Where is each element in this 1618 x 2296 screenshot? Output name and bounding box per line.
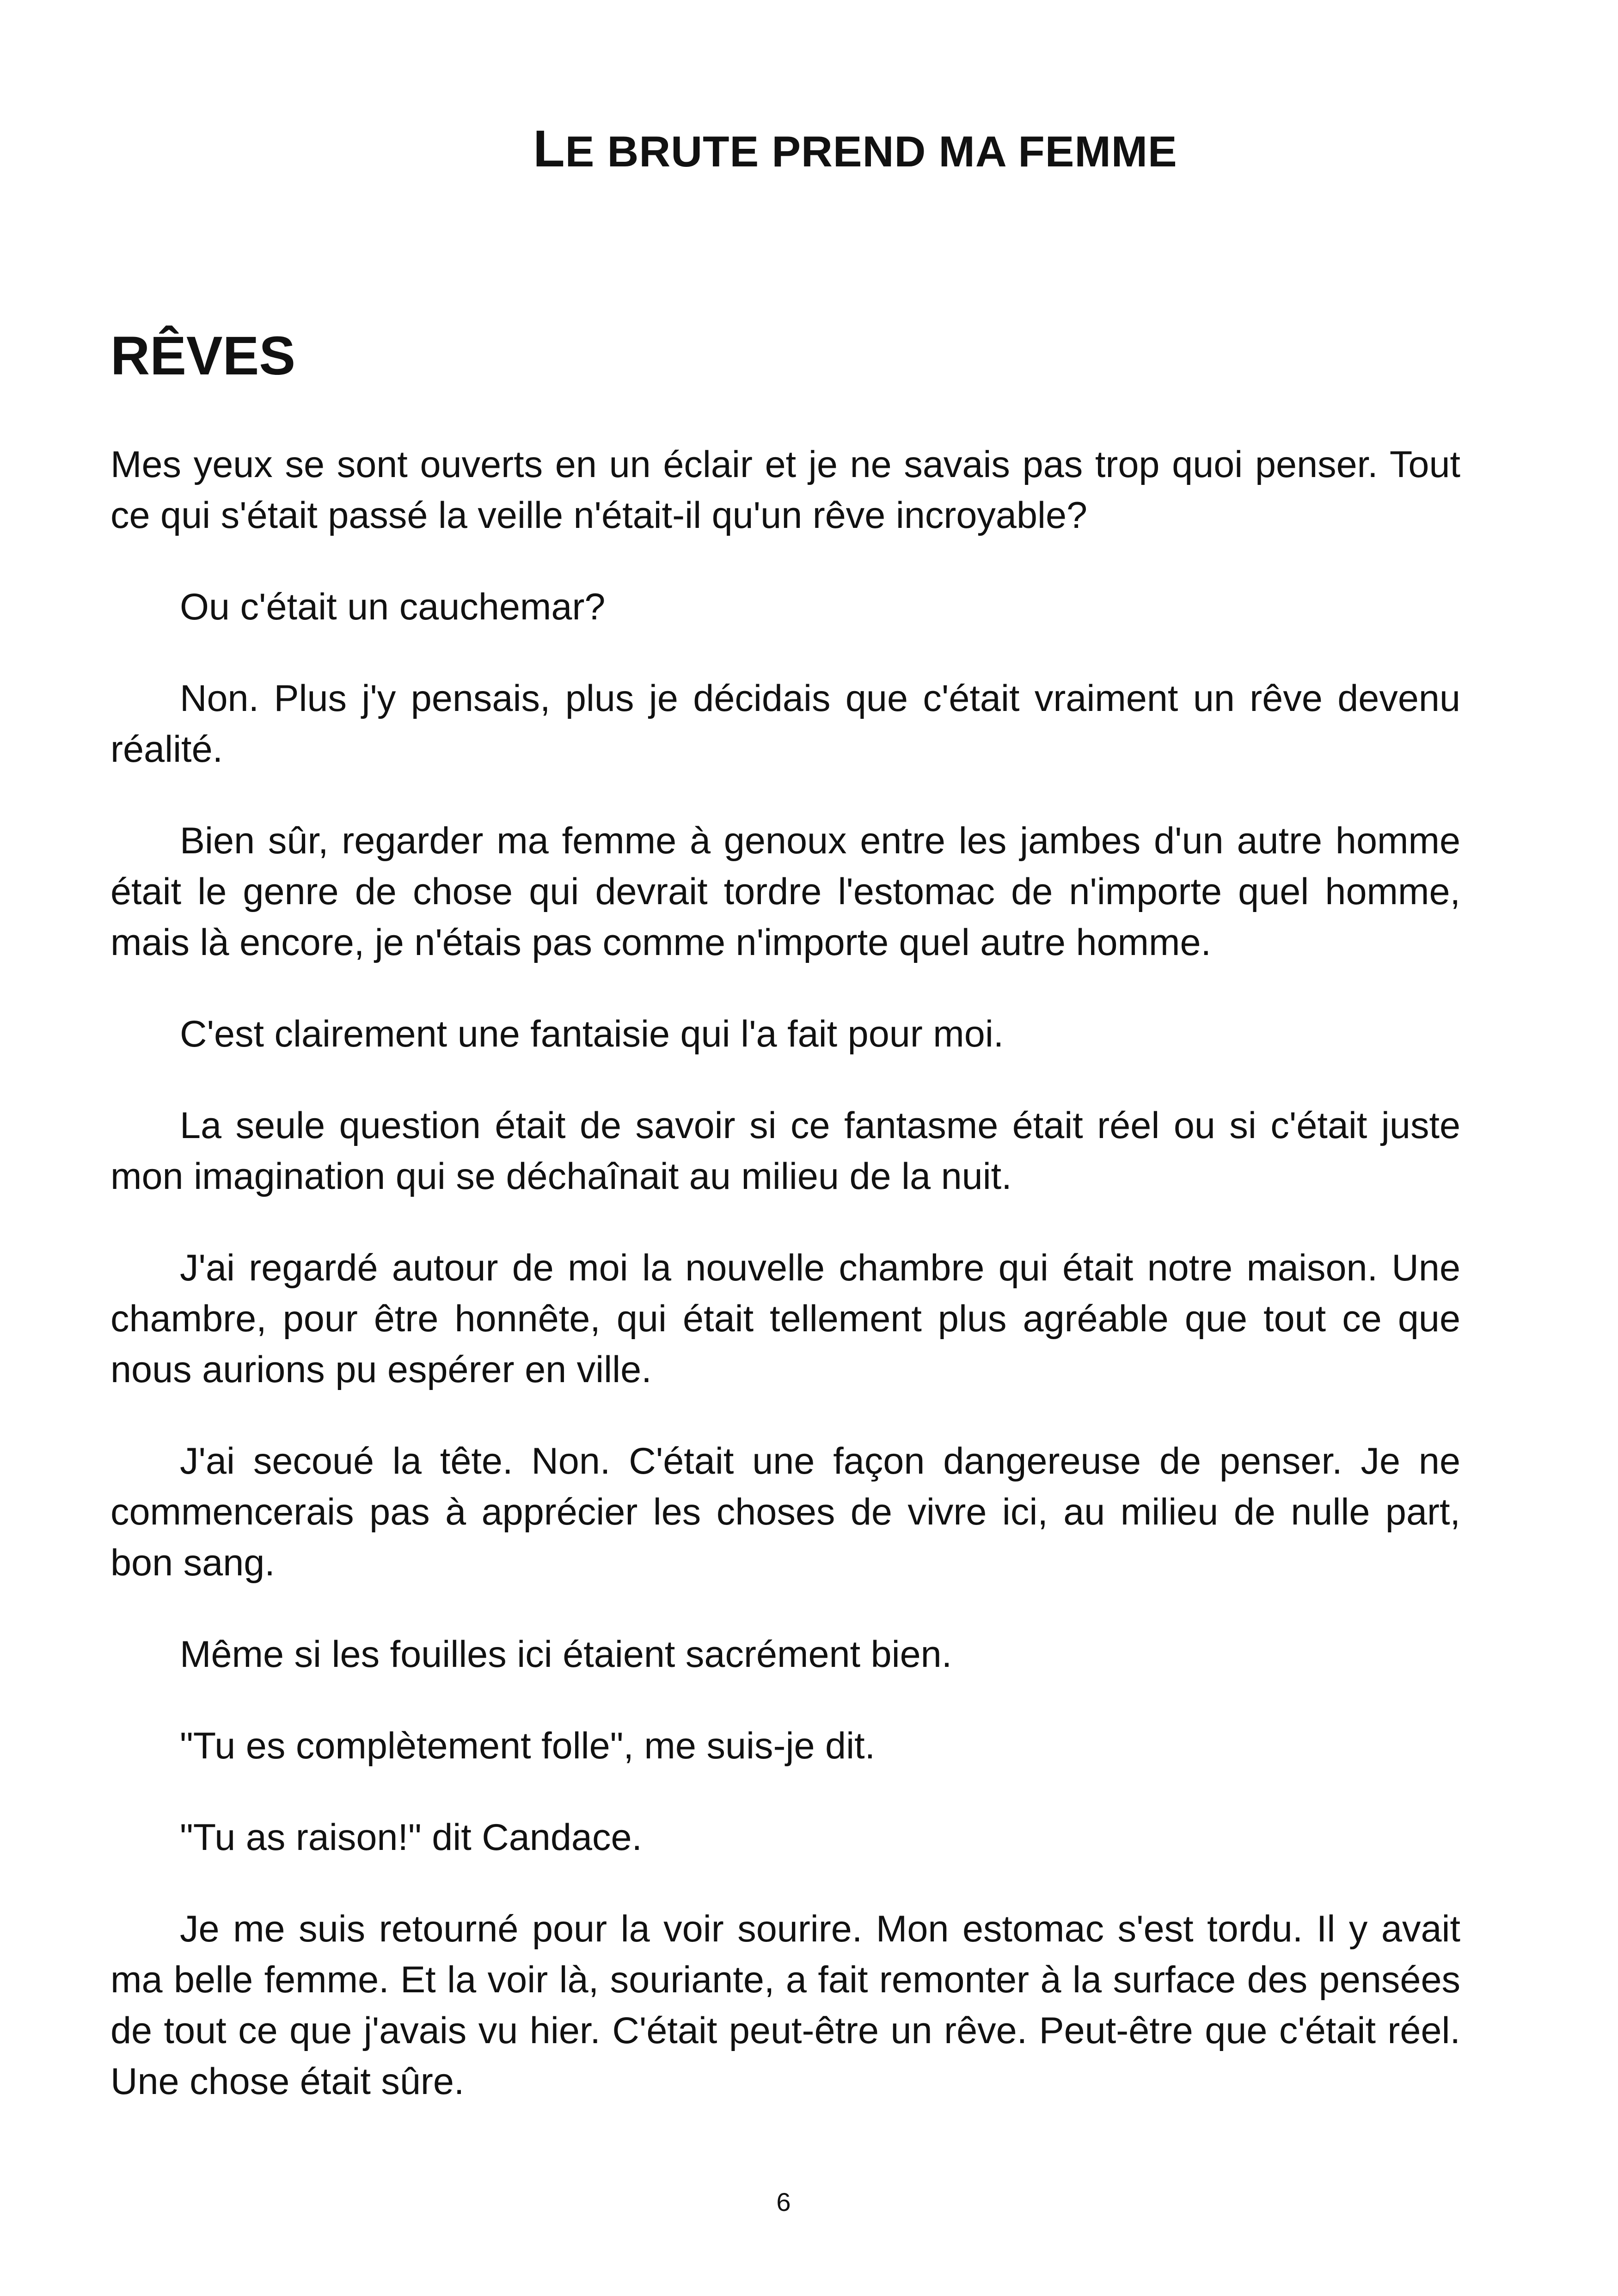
paragraph: Non. Plus j'y pensais, plus je décidais que c'était vraiment un rêve devenu réalité. [110, 678, 1460, 770]
paragraph: Mes yeux se sont ouverts en un éclair et je ne savais pas trop quoi penser. Tout ce qui s'était passé la veille n'était-il qu'un rêve incroyable? [110, 444, 1460, 536]
paragraph: J'ai secoué la tête. Non. C'était une façon dangereuse de penser. Je ne commencerais pas à apprécier les choses de vivre ici, au milieu de nulle part, bon sang. [110, 1440, 1460, 1584]
paragraph: C'est clairement une fantaisie qui l'a fait pour moi. [180, 1013, 1004, 1055]
paragraph: Même si les fouilles ici étaient sacrément bien. [180, 1634, 952, 1675]
paragraph: Ou c'était un cauchemar? [180, 586, 606, 628]
paragraph: "Tu as raison!" dit Candace. [180, 1817, 643, 1858]
paragraph: "Tu es complètement folle", me suis-je dit. [180, 1725, 876, 1767]
book-title-rest: E BRUTE PREND MA FEMME [565, 127, 1177, 176]
book-title-first-letter: L [533, 120, 565, 178]
page-number: 6 [776, 2187, 791, 2216]
paragraph: La seule question était de savoir si ce fantasme était réel ou si c'était juste mon imagination qui se déchaînait au milieu de la nuit. [110, 1105, 1460, 1197]
paragraph: Je me suis retourné pour la voir sourire. Mon estomac s'est tordu. Il y avait ma belle femme. Et la voir là, souriante, a fait remonter à la surface des pensées de tout ce que j'avais vu hier. C'était peut-être un rêve. Peut-être que c'était réel. Une chose était sûre. [110, 1908, 1460, 2102]
paragraph: J'ai regardé autour de moi la nouvelle chambre qui était notre maison. Une chambre, pour être honnête, qui était tellement plus agréable que tout ce que nous aurions pu espérer en ville. [110, 1247, 1460, 1390]
book-title [0, 118, 1618, 180]
paragraph: Bien sûr, regarder ma femme à genoux entre les jambes d'un autre homme était le genre de chose qui devrait tordre l'estomac de n'importe quel homme, mais là encore, je n'étais pas comme n'importe quel autre homme. [110, 820, 1460, 963]
chapter-title: RÊVES [110, 325, 296, 386]
chapter-body [110, 439, 1460, 2148]
